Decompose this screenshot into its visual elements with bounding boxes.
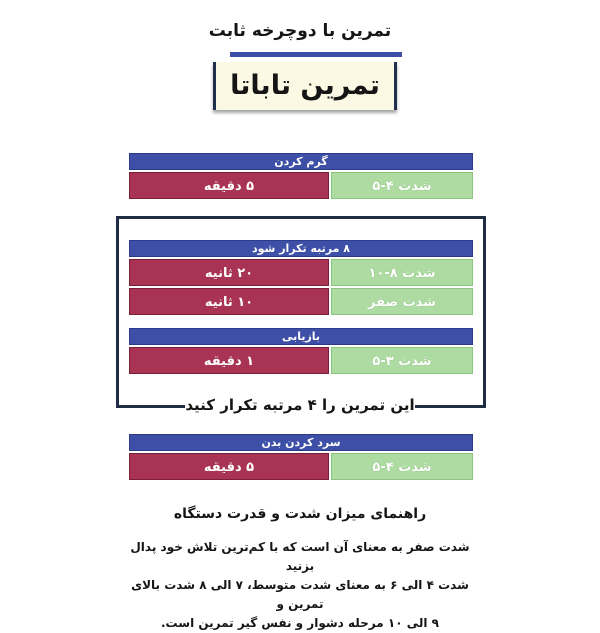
- work-duration: ۲۰ ثانیه: [129, 259, 329, 286]
- page-subtitle: تمرین با دوچرخه ثابت: [208, 21, 392, 41]
- repeat-note: این تمرین را ۴ مرتبه تکرار کنید: [185, 392, 415, 418]
- guide-text: [120, 538, 480, 633]
- cooldown-intensity: شدت ۴-۵: [331, 453, 473, 480]
- work-intensity: شدت ۸-۱۰: [331, 259, 473, 286]
- guide-line: شدت ۴ الی ۶ به معنای شدت متوسط، ۷ الی ۸ شدت بالای تمرین و: [131, 578, 469, 611]
- warmup-row: [129, 172, 473, 199]
- warmup-header: گرم کردن: [129, 153, 473, 170]
- warmup-intensity: شدت ۴-۵: [331, 172, 473, 199]
- interval-row-rest: [129, 288, 473, 315]
- interval-block: [129, 240, 473, 315]
- recovery-header: بازیابی: [129, 328, 473, 345]
- rest-duration: ۱۰ ثانیه: [129, 288, 329, 315]
- cooldown-block: [129, 434, 473, 480]
- recovery-duration: ۱ دقیقه: [129, 347, 329, 374]
- guide-line: ۹ الی ۱۰ مرحله دشوار و نفس گیر تمرین است.: [161, 616, 439, 630]
- warmup-duration: ۵ دقیقه: [129, 172, 329, 199]
- rest-intensity: شدت صفر: [331, 288, 473, 315]
- page-title: تمرین تاباتا: [213, 62, 397, 110]
- warmup-block: [129, 153, 473, 199]
- cooldown-row: [129, 453, 473, 480]
- title-divider: [230, 52, 402, 57]
- interval-row-work: [129, 259, 473, 286]
- guide-title: راهنمای میزان شدت و قدرت دستگاه: [173, 506, 427, 522]
- cooldown-header: سرد کردن بدن: [129, 434, 473, 451]
- cooldown-duration: ۵ دقیقه: [129, 453, 329, 480]
- recovery-intensity: شدت ۳-۵: [331, 347, 473, 374]
- guide-line: شدت صفر به معنای آن است که با کم‌ترین تلاش خود پدال بزنید: [130, 540, 470, 573]
- interval-header: ۸ مرتبه تکرار شود: [129, 240, 473, 257]
- recovery-block: [129, 328, 473, 374]
- recovery-row: [129, 347, 473, 374]
